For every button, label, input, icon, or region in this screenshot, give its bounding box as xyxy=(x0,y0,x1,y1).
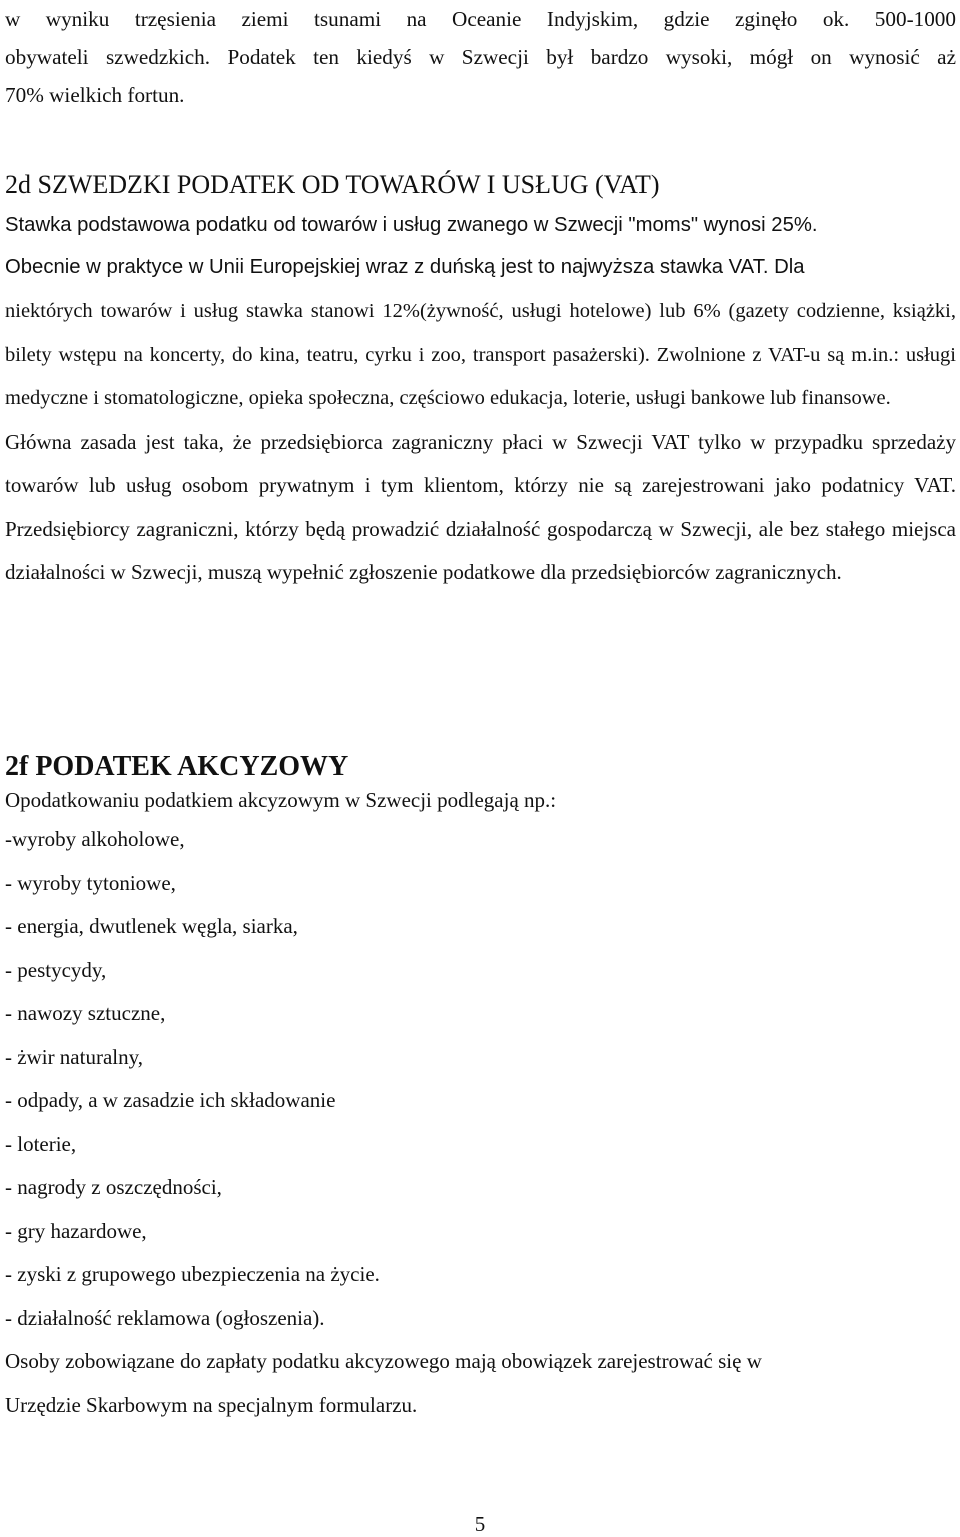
excise-item: - odpady, a w zasadzie ich składowanie xyxy=(5,1088,336,1112)
intro-paragraph xyxy=(5,0,956,114)
page-number: 5 xyxy=(474,1512,486,1536)
intro-line-1: w wyniku trzęsienia ziemi tsunami na Oceanie Indyjskim, gdzie zginęło ok. 500-1000 xyxy=(5,7,956,31)
excise-section xyxy=(5,782,956,1427)
excise-intro: Opodatkowaniu podatkiem akcyzowym w Szwecji podlegają np.: xyxy=(5,788,557,812)
excise-closing-line-1: Osoby zobowiązane do zapłaty podatku akcyzowego mają obowiązek zarejestrować się w xyxy=(5,1349,762,1373)
excise-heading: 2f PODATEK AKCYZOWY xyxy=(5,751,349,782)
vat-eu-comparison-text: Obecnie w praktyce w Unii Europejskiej wraz z duńską jest to najwyższa stawka VAT. xyxy=(5,256,769,278)
vat-eu-comparison-continuation: Dla xyxy=(768,256,805,278)
intro-line-2: obywateli szwedzkich. Podatek ten kiedyś w Szwecji był bardzo wysoki, mógł on wynosić aż xyxy=(5,45,956,69)
vat-principle-paragraph: Główna zasada jest taka, że przedsiębiorca zagraniczny płaci w Szwecji VAT tylko w przypadku sprzedaży towarów lub usług osobom prywatnym i tym klientom, którzy nie są zarejestrowani jako podatnicy VAT. Przedsiębiorcy zagraniczni, którzy będą prowadzić działalność gospodarczą w Szwecji, ale bez stałego miejsca działalności w Szwecji, muszą wypełnić zgłoszenie podatkowe dla przedsiębiorców zagranicznych. xyxy=(5,429,956,584)
vat-eu-comparison-line xyxy=(5,244,956,290)
excise-item: - nawozy sztuczne, xyxy=(5,1001,166,1025)
excise-item: - loterie, xyxy=(5,1131,77,1156)
excise-item: - gry hazardowe, xyxy=(5,1218,147,1243)
vat-standard-rate-line: Stawka podstawowa podatku od towarów i usług zwanego w Szwecji "moms" wynosi 25%. xyxy=(5,214,818,236)
intro-line-3: 70% wielkich fortun. xyxy=(5,83,185,107)
excise-item: -wyroby alkoholowe, xyxy=(5,827,185,851)
vat-reduced-rates-paragraph: niektórych towarów i usług stawka stanowi 12%(żywność, usługi hotelowe) lub 6% (gazety codzienne, książki, bilety wstępu na koncerty, do kina, teatru, cyrku i zoo, transport pasażerski). Zwolnione z VAT-u są m.in.: usługi medyczne i stomatologiczne, opieka społeczna, częściowo edukacja, loterie, usługi bankowe lub finansowe. xyxy=(5,300,956,409)
excise-item: - żwir naturalny, xyxy=(5,1044,143,1069)
excise-item: - zyski z grupowego ubezpieczenia na życie. xyxy=(5,1262,380,1286)
excise-items-list xyxy=(5,818,956,1340)
excise-item: - wyroby tytoniowe, xyxy=(5,870,176,895)
excise-item: - energia, dwutlenek węgla, siarka, xyxy=(5,914,298,938)
excise-item: - działalność reklamowa (ogłoszenia). xyxy=(5,1305,325,1330)
excise-item: - pestycydy, xyxy=(5,957,107,982)
excise-closing-line-2: Urzędzie Skarbowym na specjalnym formularzu. xyxy=(5,1392,418,1417)
vat-section xyxy=(5,168,956,595)
excise-item: - nagrody z oszczędności, xyxy=(5,1175,222,1199)
vat-heading: 2d SZWEDZKI PODATEK OD TOWARÓW I USŁUG (VAT) xyxy=(5,170,660,199)
document-page xyxy=(5,0,956,1417)
